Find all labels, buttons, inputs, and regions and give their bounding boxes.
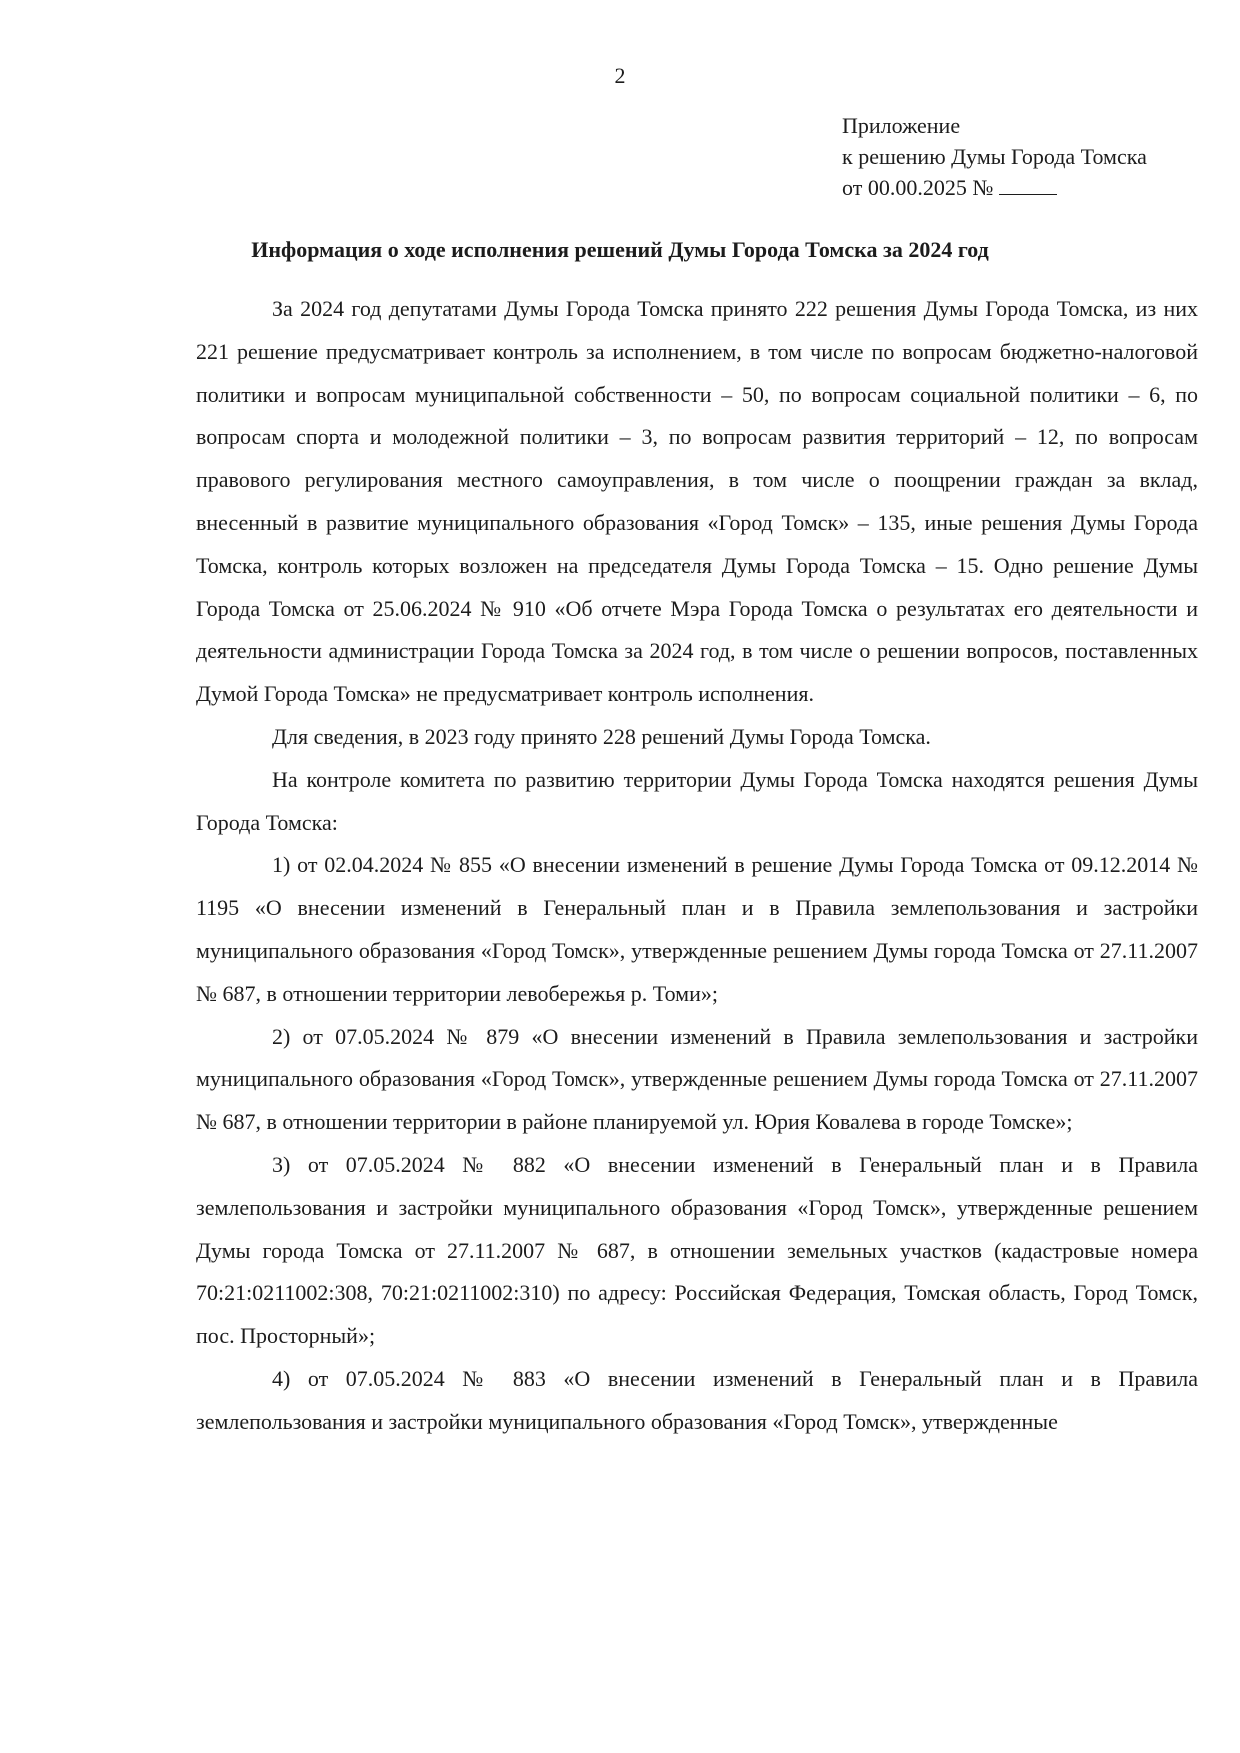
paragraph-2023-info: Для сведения, в 2023 году принято 228 решений Думы Города Томска. <box>272 723 931 749</box>
list-item-decision-883: 4) от 07.05.2024 № 883 «О внесении изменений в Генеральный план и в Правила землепользования и застройки муниципального образования «Город Томск», утвержденные <box>196 1365 1198 1434</box>
list-item-decision-855: 1) от 02.04.2024 № 855 «О внесении изменений в решение Думы Города Томска от 09.12.2014 № 1195 «О внесении изменений в Генеральный план и в Правила землепользования и застройки муниципального образования «Город Томск», утвержденные решением Думы города Томска от 27.11.2007 № 687, в отношении территории левобережья р. Томи»; <box>196 852 1198 1006</box>
appendix-date: от 00.00.2025 № <box>842 175 994 200</box>
appendix-line-3 <box>842 172 1147 203</box>
list-item-decision-879: 2) от 07.05.2024 № 879 «О внесении изменений в Правила землепользования и застройки муниципального образования «Город Томск», утвержденные решением Думы города Томска от 27.11.2007 № 687, в отношении территории в районе планируемой ул. Юрия Ковалева в городе Томске»; <box>196 1023 1198 1135</box>
page-number: 2 <box>614 63 626 88</box>
appendix-block <box>842 110 1147 203</box>
paragraph-summary: За 2024 год депутатами Думы Города Томска принято 222 решения Думы Города Томска, из них 221 решение предусматривает контроль за исполнением, в том числе по вопросам бюджетно-налоговой политики и вопросам муниципальной собственности – 50, по вопросам социальной политики – 6, по вопросам спорта и молодежной политики – 3, по вопросам развития территорий – 12, по вопросам правового регулирования местного самоуправления, в том числе о поощрении граждан за вклад, внесенный в развитие муниципального образования «Город Томск» – 135, иные решения Думы Города Томска, контроль которых возложен на председателя Думы Города Томска – 15. Одно решение Думы Города Томска от 25.06.2024 № 910 «Об отчете Мэра Города Томска о результатах его деятельности и деятельности администрации Города Томска за 2024 год, в том числе о решении вопросов, поставленных Думой Города Томска» не предусматривает контроль исполнения. <box>196 296 1198 707</box>
paragraph-committee-intro: На контроле комитета по развитию территории Думы Города Томска находятся решения Думы Города Томска: <box>196 766 1198 835</box>
appendix-line-1: Приложение <box>842 113 961 138</box>
document-title: Информация о ходе исполнения решений Думы Города Томска за 2024 год <box>251 237 989 262</box>
appendix-line-2: к решению Думы Города Томска <box>842 144 1147 169</box>
number-blank <box>999 176 1057 195</box>
document-body <box>196 288 1198 1444</box>
list-item-decision-882: 3) от 07.05.2024 № 882 «О внесении изменений в Генеральный план и в Правила землепользования и застройки муниципального образования «Город Томск», утвержденные решением Думы города Томска от 27.11.2007 № 687, в отношении земельных участков (кадастровые номера 70:21:0211002:308, 70:21:0211002:310) по адресу: Российская Федерация, Томская область, Город Томск, пос. Просторный»; <box>196 1151 1198 1349</box>
